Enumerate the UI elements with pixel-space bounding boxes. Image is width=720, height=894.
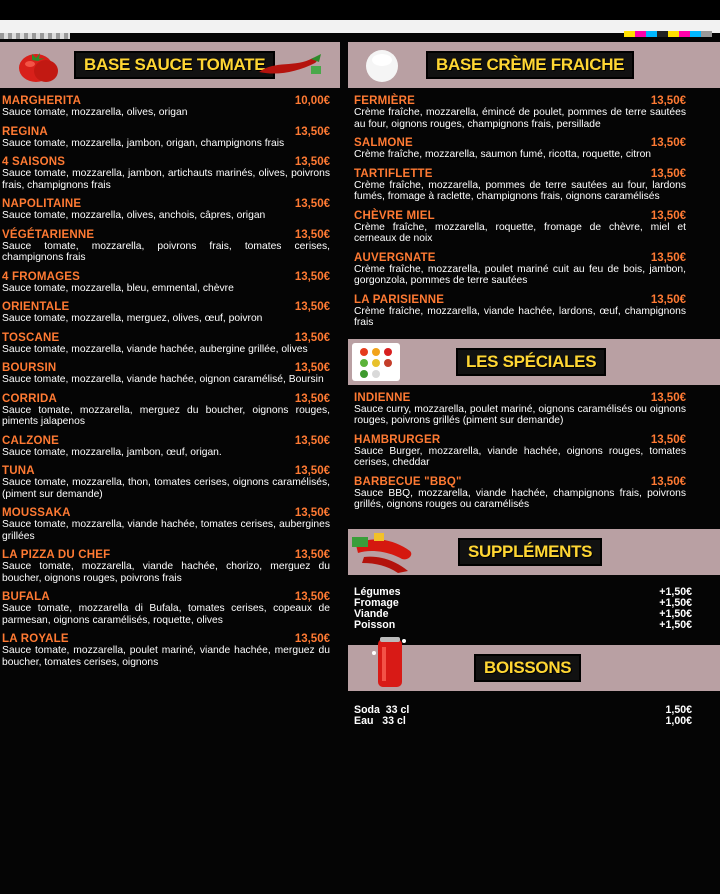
section-title-creme: BASE CRÈME FRAICHE [426,51,634,79]
menu-item [2,156,336,191]
section-banner-boissons [348,645,720,691]
menu-item [354,210,692,245]
top-white-strip [0,20,720,33]
boissons-list [348,705,720,727]
menu-item-name: BARBECUE "BBQ" [354,475,462,488]
menu-item-name: CORRIDA [2,392,58,405]
section-title-speciales: LES SPÉCIALES [456,348,606,376]
right-column [348,40,720,894]
menu-item-header [354,476,686,488]
menu-item-description: Sauce tomate, mozzarella, bleu, emmental, chèvre [2,282,234,294]
supplements-item-price: +1,50€ [659,618,692,631]
section-banner-tomate [0,42,340,88]
menu-item [354,434,692,469]
menu-item-name: NAPOLITAINE [2,198,82,210]
menu-item-price: 13,50€ [650,95,686,107]
menu-item-description: Sauce tomate, mozzarella, poulet mariné, viande hachée, merguez du boucher, tomates cerises, oignons [2,645,330,668]
menu-item-description: Sauce tomate, mozzarella, viande hachée, chorizo, merguez du boucher, oignons rouges, poivrons frais [2,561,330,584]
speciales-list [348,392,720,511]
supplements-item-price: +1,50€ [659,585,692,598]
menu-item-header [2,393,330,405]
menu-item-header [2,362,330,374]
menu-item-price: 13,50€ [294,156,330,168]
menu-item-header [2,198,330,210]
registration-marks [0,33,70,39]
menu-item-description: Sauce tomate, mozzarella, viande hachée, aubergine grillée, olives [2,343,308,355]
menu-item-header [2,229,330,241]
menu-item-header [2,332,330,344]
menu-item [2,301,336,325]
supplements-item-name: Viande [354,607,389,620]
menu-item-name: BUFALA [2,591,50,603]
menu-item-price: 13,50€ [294,198,330,210]
menu-item-name: 4 FROMAGES [2,270,81,283]
menu-item-price: 13,50€ [294,465,330,477]
menu-item-price: 13,50€ [650,293,686,306]
menu-item-price: 13,50€ [294,434,330,447]
menu-item [354,476,692,511]
supplements-item-price: +1,50€ [659,596,692,609]
menu-item-description: Crème fraîche, mozzarella, viande hachée, lardons, œuf, champignons frais [354,305,686,328]
section-title-tomate: BASE SAUCE TOMATE [74,51,275,79]
menu-item-header [2,271,330,283]
menu-item-name: VÉGÉTARIENNE [2,228,95,241]
menu-item-description: Sauce tomate, mozzarella, jambon, artichauts marinés, olives, poivrons frais, champignons frais [2,168,330,191]
supplements-item-name: Fromage [354,596,399,609]
supplements-list [348,587,720,631]
menu-item-header [2,126,330,138]
menu-item-description: Sauce tomate, mozzarella di Bufala, tomates cerises, copeaux de parmesan, oignons caramélisés, roquette, olives [2,603,330,626]
menu-item-header [2,435,330,447]
chili-pepper-icon [255,50,325,80]
menu-item [2,435,336,459]
menu-item-description: Sauce tomate, mozzarella, thon, tomates cerises, oignons caramélisés, (piment sur demande) [2,477,330,500]
menu-item-name: REGINA [2,125,48,138]
boissons-item-name: Eau 33 cl [354,714,406,727]
menu-item-header [2,465,330,477]
creme-list [348,95,720,329]
menu-item-name: LA ROYALE [2,633,69,645]
menu-item-price: 13,50€ [294,362,330,374]
menu-item [2,95,336,119]
menu-item-header [2,156,330,168]
cream-bowl-icon [364,44,400,84]
menu-item-description: Crème fraîche, mozzarella, émincé de poulet, pommes de terre sautées au four, oignons rouges, champignons frais, persillade [354,107,686,130]
menu-item-header [354,137,686,149]
menu-item-name: HAMBRURGER [354,433,441,446]
menu-item-description: Sauce tomate, mozzarella, poivrons frais, tomates cerises, champignons frais [2,240,330,263]
menu-item-price: 13,50€ [294,633,330,645]
menu-item [354,168,692,203]
menu-item-price: 13,50€ [294,301,330,313]
menu-item-header [2,591,330,603]
menu-item-price: 13,50€ [650,137,686,149]
menu-item-name: TOSCANE [2,331,60,344]
top-black-band [0,0,720,20]
menu-item [2,332,336,356]
menu-item-name: MARGHERITA [2,95,82,107]
soda-can-icon [370,633,410,691]
menu-item-header [2,95,330,107]
boissons-item-name: Soda 33 cl [354,703,410,716]
supplement-prices [659,587,692,631]
menu-item-description: Sauce tomate, mozzarella, merguez, olives, œuf, poivron [2,313,263,324]
left-column [0,40,340,894]
menu-item [354,294,692,329]
menu-item [354,137,692,161]
menu-item-name: TUNA [2,465,35,477]
menu-item-description: Crème fraîche, mozzarella, roquette, fromage de chèvre, miel et cerneaux de noix [354,221,686,244]
menu-item-name: 4 SAISONS [2,156,66,168]
menu-item-header [2,301,330,313]
menu-item-description: Sauce tomate, mozzarella, jambon, œuf, origan. [2,446,222,458]
menu-item-description: Sauce tomate, mozzarella, olives, anchois, câpres, origan [2,210,266,221]
menu-item [2,591,336,626]
menu-item-price: 10,00€ [294,95,330,107]
tomate-list [0,95,340,668]
boisson-prices [665,705,692,727]
boissons-item-price: 1,00€ [665,714,692,727]
menu-item [2,126,336,150]
menu-item-price: 13,50€ [294,228,330,241]
menu-item-header [354,168,686,180]
menu-item [2,393,336,428]
menu-item-name: CHÈVRE MIEL [354,209,435,222]
menu-item-name: INDIENNE [354,391,411,404]
menu-item [2,198,336,222]
menu-item-price: 13,50€ [294,125,330,138]
menu-item-description: Crème fraîche, mozzarella, saumon fumé, ricotta, roquette, citron [354,149,652,160]
menu-item-header [354,434,686,446]
print-color-bar [624,31,712,37]
menu-item-header [2,633,330,645]
menu-item-name: SALMONE [354,137,413,149]
menu-item-name: MOUSSAKA [2,507,71,519]
menu-item [2,549,336,584]
menu-item-price: 13,50€ [650,251,686,264]
menu-item-price: 13,50€ [294,507,330,519]
boisson-names [354,705,409,727]
menu-item-name: LA PARISIENNE [354,293,445,306]
menu-item-description: Sauce curry, mozzarella, poulet mariné, oignons caramélisés ou oignons rouges, poivrons grillés (piment sur demande) [354,403,686,426]
menu-item-header [354,294,686,306]
pizza-toppings-icon [352,343,400,381]
menu-item-name: AUVERGNATE [354,251,436,264]
menu-item [2,271,336,295]
section-title-supplements: SUPPLÉMENTS [458,538,602,566]
menu-item [2,507,336,542]
supplement-names [354,587,401,631]
menu-item-name: ORIENTALE [2,301,70,313]
supplements-item-price: +1,50€ [659,607,692,620]
menu-item [2,633,336,668]
supplements-item-name: Poisson [354,618,396,631]
section-title-boissons: BOISSONS [474,654,581,682]
menu-item [2,229,336,264]
boissons-item-price: 1,50€ [665,703,692,716]
menu-item-header [354,210,686,222]
menu-item-description: Sauce tomate, mozzarella, jambon, origan, champignons frais [2,137,285,149]
menu-item-price: 13,50€ [650,475,686,488]
menu-item-description: Sauce tomate, mozzarella, olives, origan [2,107,188,118]
menu-item-price: 13,50€ [650,433,686,446]
menu-item-name: FERMIÈRE [354,95,416,107]
menu-item-description: Crème fraîche, mozzarella, pommes de terre sautées au four, lardons fumés, fromage à raclette, champignons frais, oignons caramélisés [354,179,686,202]
menu-item-description: Sauce tomate, mozzarella, viande hachée, oignon caramélisé, Boursin [2,374,324,385]
tomato-icon [16,44,60,84]
menu-item-header [354,392,686,404]
section-banner-creme [348,42,720,88]
chili-supplement-icon [350,531,420,575]
menu-item-price: 13,50€ [650,209,686,222]
menu-item-name: TARTIFLETTE [354,167,433,180]
menu-item [354,252,692,287]
menu-item-description: Sauce Burger, mozzarella, viande hachée, oignons rouges, tomates cerises, cheddar [354,445,686,468]
menu-item-name: LA PIZZA DU CHEF [2,549,111,561]
section-banner-speciales [348,339,720,385]
menu-item [2,465,336,500]
menu-item-description: Sauce tomate, mozzarella, merguez du boucher, oignons rouges, piments jalapenos [2,404,330,427]
menu-item [354,95,692,130]
menu-item-name: CALZONE [2,434,59,447]
menu-item-header [354,95,686,107]
menu-item-price: 13,50€ [650,167,686,180]
menu-item-description: Crème fraîche, mozzarella, poulet mariné cuit au feu de bois, jambon, gorgonzola, pommes de terre sautées [354,263,686,286]
menu-item-name: BOURSIN [2,362,57,374]
supplements-item-name: Légumes [354,585,401,598]
menu-item [2,362,336,386]
menu-item-description: Sauce BBQ, mozzarella, viande hachée, champignons frais, poivrons grillés, oignons rouges ou caramélisés [354,487,686,510]
menu-item [354,392,692,427]
menu-item-price: 13,50€ [294,331,330,344]
menu-item-price: 13,50€ [294,270,330,283]
menu-item-header [354,252,686,264]
menu-item-price: 13,50€ [650,391,686,404]
menu-item-header [2,507,330,519]
menu-item-description: Sauce tomate, mozzarella, viande hachée, tomates cerises, aubergines grillées [2,519,330,542]
menu-item-price: 13,50€ [294,591,330,603]
menu-item-header [2,549,330,561]
menu-item-price: 13,50€ [294,549,330,561]
menu-item-price: 13,50€ [294,392,330,405]
section-banner-supplements [348,529,720,575]
